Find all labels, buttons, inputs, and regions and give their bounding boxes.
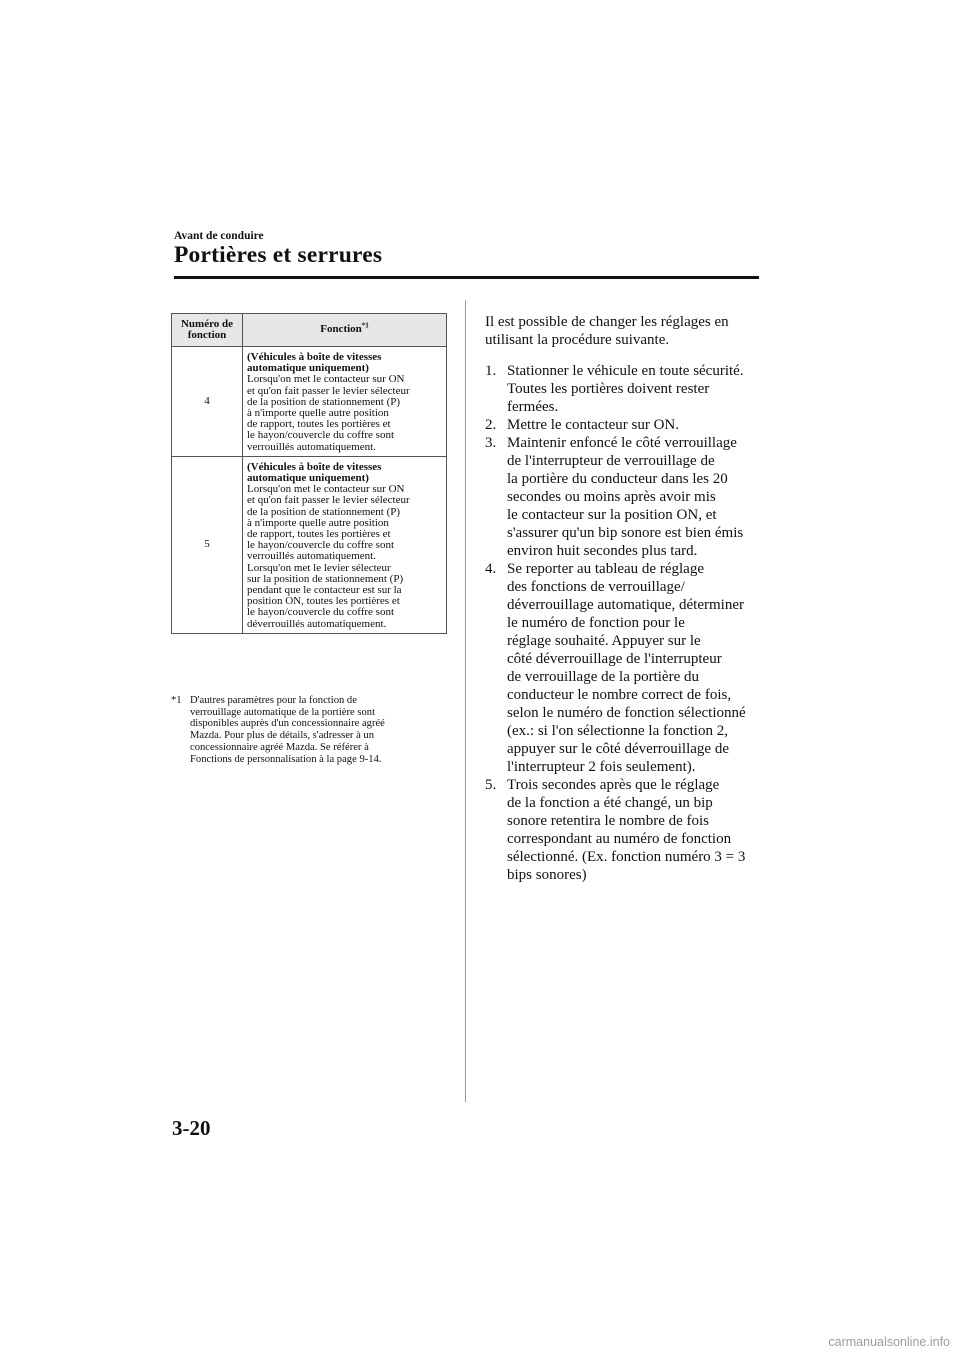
step-line: Maintenir enfoncé le côté verrouillage <box>507 435 737 451</box>
procedure-steps <box>485 362 763 884</box>
step-text <box>507 416 679 434</box>
step-line: secondes ou moins après avoir mis <box>507 489 716 505</box>
step-line: réglage souhaité. Appuyer sur le <box>507 633 701 649</box>
description-heading-line: automatique uniquement) <box>247 362 369 375</box>
step-line: de l'interrupteur de verrouillage de <box>507 453 715 469</box>
step-line: conducteur le nombre correct de fois, <box>507 687 732 703</box>
step-line: Stationner le véhicule en toute sécurité. <box>507 363 744 379</box>
step-number: 3. <box>485 435 497 451</box>
title-rule <box>174 276 759 279</box>
function-description <box>243 347 447 457</box>
step-line: sélectionné. (Ex. fonction numéro 3 = 3 <box>507 849 746 865</box>
footnote-line: disponibles auprès d'un concessionnaire agréé <box>190 718 385 730</box>
step-line: appuyer sur le côté déverrouillage de <box>507 741 729 757</box>
step-line: déverrouillage automatique, déterminer <box>507 597 744 613</box>
step-text <box>507 776 745 884</box>
description-line: et qu'on fait passer le levier sélecteur <box>247 494 410 507</box>
page-number: 3-20 <box>172 1116 211 1140</box>
header-function-label: Fonction <box>320 323 362 336</box>
step-line: Se reporter au tableau de réglage <box>507 561 704 577</box>
step-number: 1. <box>485 363 497 379</box>
footnote-line: Mazda. Pour plus de détails, s'adresser à un <box>190 730 375 742</box>
table-header-row <box>172 314 447 347</box>
step-number: 2. <box>485 417 497 433</box>
step-item <box>485 434 763 560</box>
step-line: côté déverrouillage de l'interrupteur <box>507 651 722 667</box>
description-line: verrouillés automatiquement. <box>247 440 376 453</box>
step-line: bips sonores) <box>507 867 587 883</box>
step-line: Toutes les portières doivent rester <box>507 381 710 397</box>
description-line: Lorsqu'on met le contacteur sur ON <box>247 373 405 386</box>
step-line: correspondant au numéro de fonction <box>507 831 732 847</box>
section-label: Avant de conduire <box>174 230 264 242</box>
column-divider <box>465 300 466 1102</box>
watermark: carmanualsonline.info <box>828 1335 950 1349</box>
footnote-line: verrouillage automatique de la portière sont <box>190 706 376 718</box>
step-text <box>507 362 744 416</box>
step-text <box>507 560 746 776</box>
description-line: le hayon/couvercle du coffre sont <box>247 539 395 552</box>
footnote-line: concessionnaire agréé Mazda. Se référer à <box>190 741 369 753</box>
description-line: de la position de stationnement (P) <box>247 395 401 408</box>
function-number: 4 <box>172 347 243 457</box>
step-line: fermées. <box>507 399 559 415</box>
function-number: 5 <box>172 456 243 633</box>
header-function <box>243 314 447 347</box>
footnote-ref: *1 <box>361 321 369 330</box>
step-line: (ex.: si l'on sélectionne la fonction 2, <box>507 723 728 739</box>
step-line: la portière du conducteur dans les 20 <box>507 471 728 487</box>
step-item <box>485 776 763 884</box>
step-line: le contacteur sur la position ON, et <box>507 507 717 523</box>
table-row <box>172 347 447 457</box>
function-table <box>171 313 447 634</box>
description-line: à n'importe quelle autre position <box>247 407 389 420</box>
description-line: et qu'on fait passer le levier sélecteur <box>247 384 410 397</box>
description-line: Lorsqu'on met le contacteur sur ON <box>247 483 405 496</box>
intro-paragraph <box>485 313 760 349</box>
step-number: 4. <box>485 561 497 577</box>
description-heading-line: (Véhicules à boîte de vitesses <box>247 351 382 363</box>
step-item <box>485 362 763 416</box>
description-line: le hayon/couvercle du coffre sont <box>247 429 395 442</box>
header-function-number-label: Numéro de fonction <box>180 317 234 341</box>
description-line: le hayon/couvercle du coffre sont <box>247 606 395 619</box>
description-line: déverrouillés automatiquement. <box>247 617 387 630</box>
description-line: position ON, toutes les portières et <box>247 595 400 608</box>
intro-line: utilisant la procédure suivante. <box>485 332 670 348</box>
function-description <box>243 456 447 633</box>
description-line: sur la position de stationnement (P) <box>247 572 404 585</box>
step-text <box>507 434 743 560</box>
description-line: de rapport, toutes les portières et <box>247 528 391 541</box>
table-row <box>172 456 447 633</box>
step-line: Mettre le contacteur sur ON. <box>507 417 680 433</box>
description-heading-line: (Véhicules à boîte de vitesses <box>247 460 382 473</box>
description-line: de rapport, toutes les portières et <box>247 418 391 431</box>
step-line: s'assurer qu'un bip sonore est bien émis <box>507 525 744 541</box>
description-line: verrouillés automatiquement. <box>247 550 376 563</box>
step-item <box>485 560 763 776</box>
footnote <box>171 695 456 765</box>
step-line: de verrouillage de la portière du <box>507 669 699 685</box>
footnote-line: D'autres paramètres pour la fonction de <box>190 695 357 706</box>
footnote-mark: *1 <box>171 695 182 706</box>
footnote-text <box>190 695 385 765</box>
step-line: de la fonction a été changé, un bip <box>507 795 713 811</box>
step-item <box>485 416 763 434</box>
footnote-line: Fonctions de personnalisation à la page 9-14. <box>190 753 382 765</box>
step-line: le numéro de fonction pour le <box>507 615 685 631</box>
description-line: à n'importe quelle autre position <box>247 516 389 529</box>
description-heading-line: automatique uniquement) <box>247 472 369 485</box>
description-line: pendant que le contacteur est sur la <box>247 584 402 597</box>
step-line: selon le numéro de fonction sélectionné <box>507 705 746 721</box>
step-line: environ huit secondes plus tard. <box>507 543 698 559</box>
page-title: Portières et serrures <box>174 242 383 268</box>
step-line: des fonctions de verrouillage/ <box>507 579 685 595</box>
description-line: Lorsqu'on met le levier sélecteur <box>247 561 391 574</box>
step-line: Trois secondes après que le réglage <box>507 777 720 793</box>
step-number: 5. <box>485 777 497 793</box>
step-line: sonore retentira le nombre de fois <box>507 813 710 829</box>
step-line: l'interrupteur 2 fois seulement). <box>507 759 696 775</box>
header-function-number <box>172 314 243 347</box>
intro-line: Il est possible de changer les réglages en <box>485 314 729 330</box>
description-line: de la position de stationnement (P) <box>247 505 401 518</box>
